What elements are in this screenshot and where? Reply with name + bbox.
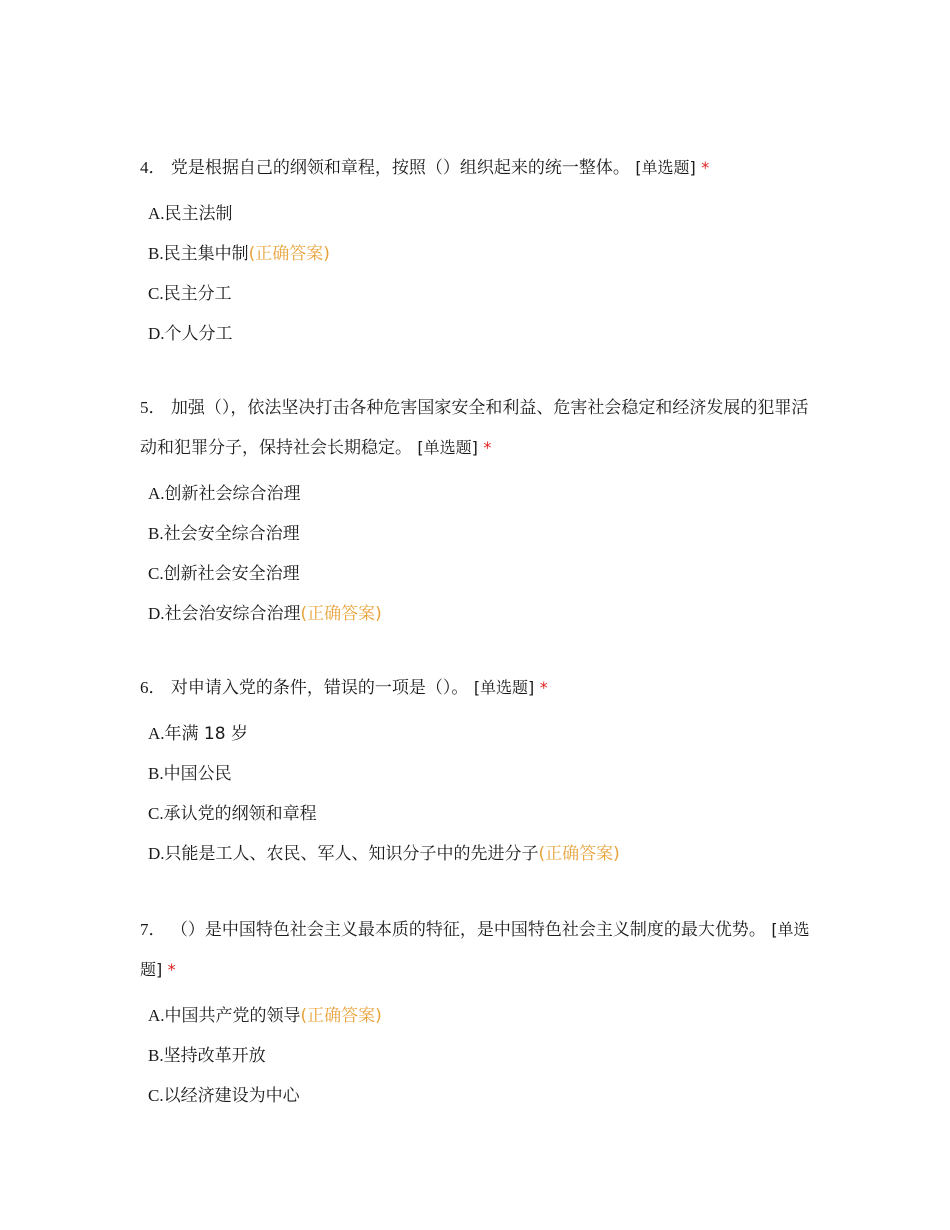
option-text: 创新社会安全治理	[163, 564, 300, 584]
question-title	[140, 668, 810, 708]
question-number: 7．	[140, 920, 166, 939]
correct-answer-mark: (正确答案)	[300, 604, 382, 624]
option-letter: C.	[148, 284, 164, 303]
question-type: [单选题]	[635, 158, 696, 177]
option-text: 社会治安综合治理	[164, 604, 301, 624]
option-b[interactable]	[148, 754, 810, 794]
option-letter: D.	[148, 844, 165, 863]
option-c[interactable]	[148, 554, 810, 594]
option-letter: C.	[148, 564, 164, 583]
option-a[interactable]	[148, 714, 810, 754]
option-text: 以经济建设为中心	[163, 1086, 300, 1106]
option-letter: D.	[148, 604, 165, 623]
question-text: 加强（），依法坚决打击各种危害国家安全和利益、危害社会稳定和经济发展的犯罪活动和犯罪分子，保持社会长期稳定。	[140, 398, 809, 458]
correct-answer-mark: (正确答案)	[300, 1006, 382, 1026]
option-text: 民主法制	[164, 204, 233, 224]
question-5	[140, 388, 810, 634]
option-letter: B.	[148, 524, 164, 543]
option-text: 承认党的纲领和章程	[163, 804, 317, 824]
option-letter: A.	[148, 484, 165, 503]
question-type: [单选题]	[417, 438, 478, 457]
option-list	[148, 996, 810, 1116]
option-text: 只能是工人、农民、军人、知识分子中的先进分子	[164, 844, 539, 864]
question-text: 党是根据自己的纲领和章程，按照（）组织起来的统一整体。	[170, 158, 630, 178]
option-text: 社会安全综合治理	[163, 524, 300, 544]
option-d[interactable]	[148, 314, 810, 354]
question-number: 5．	[140, 398, 166, 417]
option-text: 个人分工	[164, 324, 233, 344]
option-text: 年满 18 岁	[164, 724, 248, 744]
correct-answer-mark: (正确答案)	[538, 844, 620, 864]
option-d[interactable]	[148, 834, 810, 874]
option-text: 民主集中制	[163, 244, 249, 264]
option-c[interactable]	[148, 794, 810, 834]
question-6	[140, 668, 810, 874]
option-text: 坚持改革开放	[163, 1046, 266, 1066]
option-b[interactable]	[148, 514, 810, 554]
option-letter: B.	[148, 244, 164, 263]
option-list	[148, 194, 810, 354]
required-mark: *	[539, 678, 548, 697]
option-letter: B.	[148, 1046, 164, 1065]
question-7	[140, 910, 810, 1116]
question-number: 6．	[140, 678, 166, 697]
question-title	[140, 148, 810, 188]
option-text: 民主分工	[163, 284, 232, 304]
question-title	[140, 388, 810, 468]
option-b[interactable]	[148, 1036, 810, 1076]
correct-answer-mark: (正确答案)	[248, 244, 330, 264]
option-a[interactable]	[148, 996, 810, 1036]
question-type: [单选题]	[473, 678, 535, 697]
option-text: 中国公民	[163, 764, 232, 784]
option-a[interactable]	[148, 194, 810, 234]
question-type: [单选题]	[140, 920, 810, 979]
question-number: 4．	[140, 158, 166, 177]
option-letter: A.	[148, 724, 165, 743]
option-letter: A.	[148, 204, 165, 223]
option-list	[148, 474, 810, 634]
question-title	[140, 910, 810, 990]
option-letter: C.	[148, 1086, 164, 1105]
question-text: （）是中国特色社会主义最本质的特征，是中国特色社会主义制度的最大优势。	[170, 920, 766, 940]
required-mark: *	[701, 158, 710, 177]
question-4	[140, 148, 810, 354]
option-list	[148, 714, 810, 874]
option-letter: A.	[148, 1006, 165, 1025]
option-a[interactable]	[148, 474, 810, 514]
option-text: 创新社会综合治理	[164, 484, 301, 504]
option-letter: C.	[148, 804, 164, 823]
required-mark: *	[483, 438, 492, 457]
option-c[interactable]	[148, 1076, 810, 1116]
required-mark: *	[167, 960, 176, 979]
question-text: 对申请入党的条件，错误的一项是（）。	[170, 678, 469, 698]
option-b[interactable]	[148, 234, 810, 274]
option-letter: B.	[148, 764, 164, 783]
option-text: 中国共产党的领导	[164, 1006, 301, 1026]
option-letter: D.	[148, 324, 165, 343]
option-d[interactable]	[148, 594, 810, 634]
option-c[interactable]	[148, 274, 810, 314]
